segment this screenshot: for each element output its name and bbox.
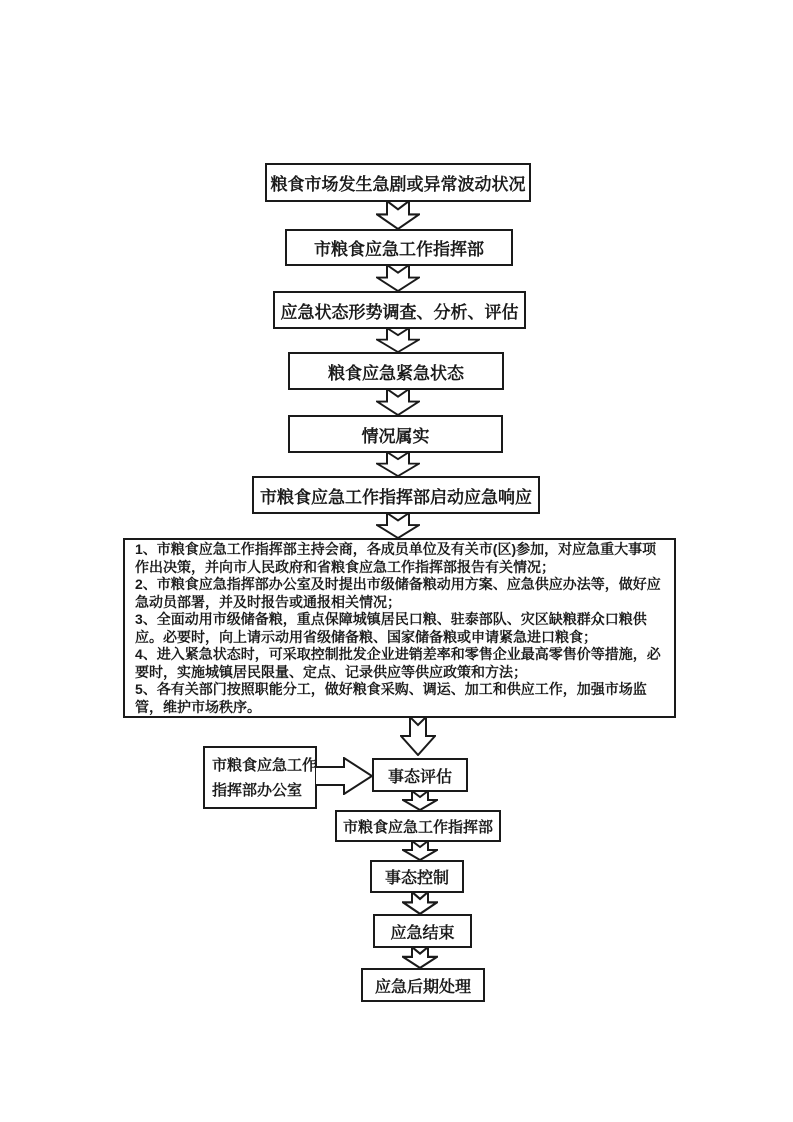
flow-box-label: 市粮食应急工作指挥部 <box>342 818 493 836</box>
flow-box-label: 应急后期处理 <box>374 978 471 996</box>
right-arrow-icon <box>315 757 373 795</box>
office-box-line2: 指挥部办公室 <box>212 781 303 799</box>
flow-box-label: 应急结束 <box>390 924 455 942</box>
flow-box-situation-verified <box>288 415 503 453</box>
flow-box-event-assessment <box>372 758 468 792</box>
down-arrow-icon <box>376 452 420 477</box>
measure-item-4: 4、进入紧急状态时，可采取控制批发企业进销差率和零售企业最高零售价等措施，必要时，实施城镇居民限量、定点、记录供应等供应政策和方法； <box>135 646 661 680</box>
down-arrow-icon <box>376 328 420 353</box>
down-arrow-icon <box>376 513 420 539</box>
measure-item-2: 2、市粮食应急指挥部办公室及时提出市级储备粮动用方案、应急供应办法等，做好应急动员部署，并及时报告或通报相关情况； <box>135 576 661 610</box>
measure-item-5: 5、各有关部门按照职能分工，做好粮食采购、调运、加工和供应工作，加强市场监管，维护市场秩序。 <box>135 681 647 715</box>
down-arrow-icon <box>400 717 436 756</box>
flow-box-investigation <box>273 291 526 329</box>
office-box <box>203 746 317 809</box>
flow-box-emergency-end <box>373 914 472 948</box>
measure-item-3: 3、全面动用市级储备粮，重点保障城镇居民口粮、驻泰部队、灾区缺粮群众口粮供应。必要时，向上请示动用省级储备粮、国家储备粮或申请紧急进口粮食； <box>135 611 647 645</box>
flow-box-emergency-state <box>288 352 504 390</box>
down-arrow-icon <box>376 265 420 292</box>
flow-box-label: 市粮食应急工作指挥部启动应急响应 <box>260 487 532 507</box>
down-arrow-icon <box>376 389 420 416</box>
down-arrow-icon <box>402 841 438 861</box>
flow-box-label: 事态评估 <box>387 768 452 786</box>
flow-box-label: 情况属实 <box>361 426 430 446</box>
measure-item-1: 1、市粮食应急工作指挥部主持会商，各成员单位及有关市(区)参加，对应急重大事项作出决策，并向市人民政府和省粮食应急工作指挥部报告有关情况； <box>135 541 657 575</box>
flow-box-activate-response <box>252 476 540 514</box>
flow-box-label: 粮食应急紧急状态 <box>328 363 464 383</box>
flow-box-market-fluctuation <box>265 163 531 202</box>
measures-box <box>123 538 676 718</box>
flow-box-work-hq <box>285 229 513 266</box>
flow-box-label: 粮食市场发生急剧或异常波动状况 <box>270 175 526 194</box>
flow-box-work-hq-2 <box>335 810 501 842</box>
flow-box-label: 应急状态形势调查、分析、评估 <box>280 302 519 322</box>
down-arrow-icon <box>376 201 420 230</box>
flow-box-post-processing <box>361 968 485 1002</box>
flow-box-label: 事态控制 <box>384 870 449 887</box>
flow-box-label: 市粮食应急工作指挥部 <box>314 240 484 259</box>
down-arrow-icon <box>402 947 438 969</box>
down-arrow-icon <box>402 892 438 915</box>
flow-box-event-control <box>370 860 464 893</box>
down-arrow-icon <box>402 791 438 811</box>
office-box-line1: 市粮食应急工作 <box>212 756 318 774</box>
